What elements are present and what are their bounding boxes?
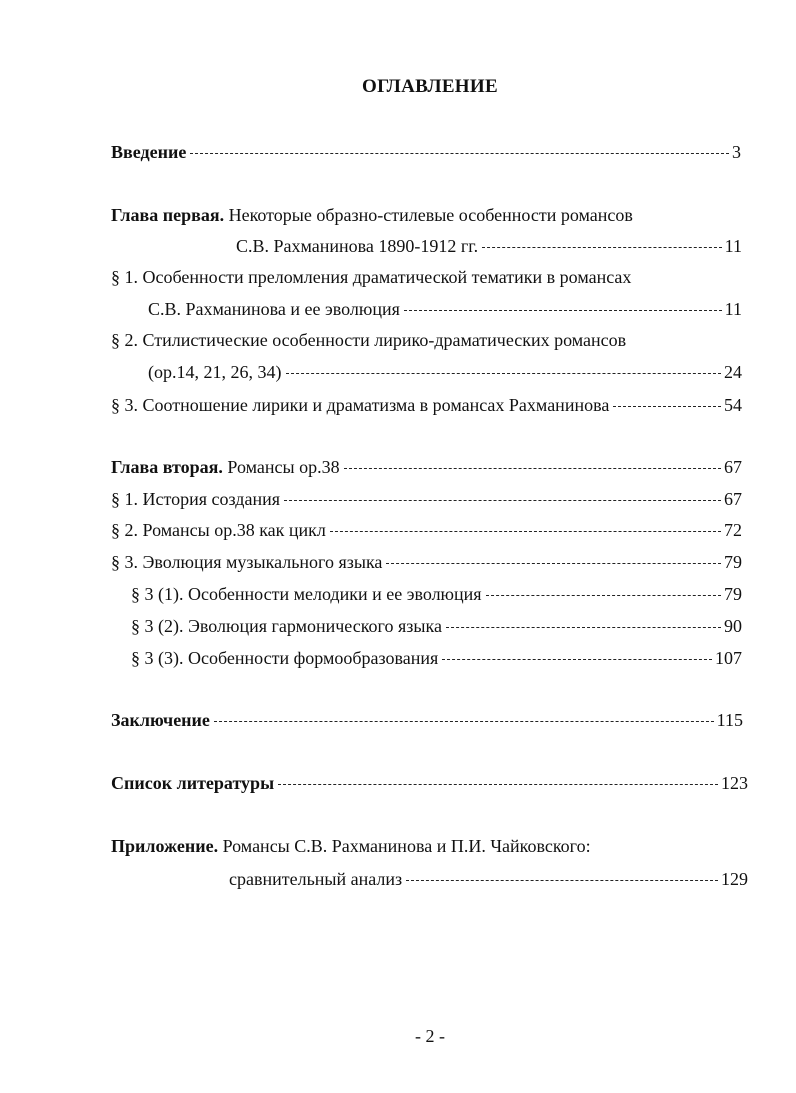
leader-dots (446, 620, 721, 632)
toc-entry-ch1-section2[interactable] (148, 361, 742, 383)
toc-chapter1-heading[interactable] (111, 204, 633, 226)
page-number-footer: - 2 - (415, 1026, 445, 1046)
toc-entry-bibliography[interactable] (111, 772, 748, 794)
leader-dots (214, 714, 714, 726)
toc-label: сравнительный анализ (229, 869, 403, 889)
appendix-label-rest: Романсы С.В. Рахманинова и П.И. Чайковского: (218, 836, 591, 856)
toc-label: Введение (111, 142, 187, 162)
chapter2-label-rest: Романсы ор.38 (222, 457, 340, 477)
toc-entry-ch1-section3[interactable] (111, 394, 742, 416)
page-title: ОГЛАВЛЕНИЕ (362, 76, 498, 97)
toc-label: С.В. Рахманинова и ее эволюция (148, 299, 400, 319)
toc-page-number: 3 (732, 142, 741, 162)
toc-page-number: 67 (724, 489, 742, 509)
leader-dots (190, 146, 729, 158)
leader-dots (404, 303, 722, 315)
toc-entry-ch2-subsection1[interactable] (131, 583, 742, 605)
toc-page-number: 123 (721, 773, 748, 793)
toc-label: Заключение (111, 710, 210, 730)
toc-ch1-section2-line1[interactable]: § 2. Стилистические особенности лирико-драматических романсов (111, 330, 627, 350)
toc-label: § 3 (2). Эволюция гармонического языка (131, 616, 442, 636)
toc-label: § 3. Эволюция музыкального языка (111, 552, 383, 572)
toc-page-number: 54 (724, 395, 742, 415)
chapter1-label-bold: Глава первая. (111, 205, 225, 225)
toc-entry-appendix[interactable] (229, 868, 748, 890)
toc-label: Список литературы (111, 773, 275, 793)
toc-label: § 1. История создания (111, 489, 280, 509)
toc-page-number: 115 (716, 710, 743, 730)
leader-dots (278, 777, 718, 789)
toc-page-number: 79 (724, 552, 742, 572)
toc-label (111, 456, 340, 478)
leader-dots (344, 461, 721, 473)
toc-entry-ch2-subsection3[interactable] (131, 647, 742, 669)
toc-entry-ch2-subsection2[interactable] (131, 615, 742, 637)
leader-dots (406, 873, 718, 885)
toc-entry-chapter1[interactable] (236, 235, 742, 257)
toc-page-number: 11 (724, 236, 742, 256)
toc-entry-ch2-section1[interactable] (111, 488, 742, 510)
toc-entry-intro[interactable] (111, 141, 741, 163)
leader-dots (286, 366, 722, 378)
toc-page-number: 129 (721, 869, 748, 889)
toc-appendix-heading[interactable] (111, 835, 591, 857)
toc-ch1-section1-line1[interactable]: § 1. Особенности преломления драматической тематики в романсах (111, 267, 632, 287)
leader-dots (330, 524, 721, 536)
toc-entry-ch1-section1[interactable] (148, 298, 742, 320)
toc-page-number: 72 (724, 520, 742, 540)
leader-dots (284, 493, 721, 505)
toc-label: § 3 (3). Особенности формообразования (131, 648, 439, 668)
chapter2-label-bold: Глава вторая. (111, 457, 223, 477)
toc-entry-ch2-section3[interactable] (111, 551, 742, 573)
toc-label: (ор.14, 21, 26, 34) (148, 362, 282, 382)
appendix-label-bold: Приложение. (111, 836, 219, 856)
toc-entry-ch2-section2[interactable] (111, 519, 742, 541)
leader-dots (613, 399, 721, 411)
toc-page-number: 90 (724, 616, 742, 636)
toc-label: С.В. Рахманинова 1890-1912 гг. (236, 236, 479, 256)
toc-entry-chapter2[interactable] (111, 456, 742, 478)
toc-page-number: 107 (715, 648, 742, 668)
toc-page-number: 11 (724, 299, 742, 319)
toc-entry-conclusion[interactable] (111, 709, 743, 731)
toc-label: § 2. Романсы ор.38 как цикл (111, 520, 326, 540)
chapter1-label-rest: Некоторые образно-стилевые особенности романсов (224, 205, 633, 225)
leader-dots (486, 588, 721, 600)
leader-dots (482, 240, 722, 252)
toc-page-number: 79 (724, 584, 742, 604)
toc-page-number: 67 (724, 457, 742, 477)
leader-dots (442, 652, 712, 664)
toc-label: § 3. Соотношение лирики и драматизма в романсах Рахманинова (111, 395, 610, 415)
toc-label: § 3 (1). Особенности мелодики и ее эволюция (131, 584, 482, 604)
toc-page-number: 24 (724, 362, 742, 382)
leader-dots (386, 556, 721, 568)
